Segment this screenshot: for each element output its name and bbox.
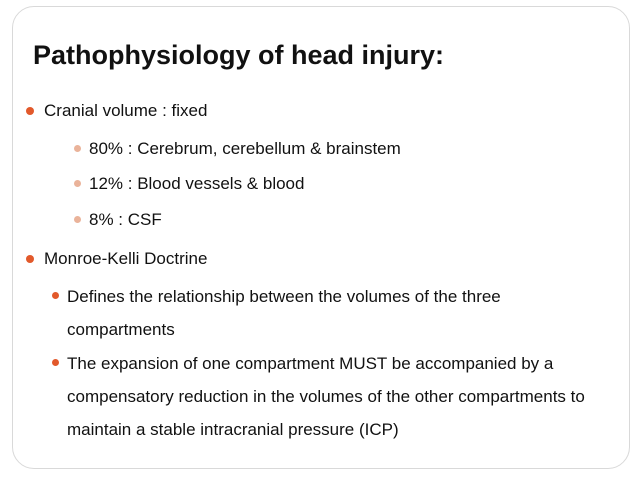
bullet-dot-icon xyxy=(26,107,34,115)
sub-bullet-relationship xyxy=(52,280,587,346)
bullet-dot-icon xyxy=(52,359,59,366)
sub-bullet-csf xyxy=(74,210,162,230)
bullet-dot-icon xyxy=(74,216,81,223)
bullet-text: Cranial volume : fixed xyxy=(44,101,208,120)
sub-bullet-cerebrum xyxy=(74,139,401,159)
bullet-cranial-volume xyxy=(26,101,207,121)
bullet-dot-icon xyxy=(52,292,59,299)
sub-bullet-text: Defines the relationship between the volumes of the three compartments xyxy=(67,287,501,339)
bullet-monroe-kelli xyxy=(26,249,207,269)
sub-bullet-text: The expansion of one compartment MUST be accompanied by a compensatory reduction in the volumes of the other compartments to maintain a stable intracranial pressure (ICP) xyxy=(67,354,585,439)
bullet-dot-icon xyxy=(26,255,34,263)
sub-bullet-text: 12% : Blood vessels & blood xyxy=(89,174,305,193)
sub-bullet-text: 80% : Cerebrum, cerebellum & brainstem xyxy=(89,139,401,158)
bullet-dot-icon xyxy=(74,180,81,187)
sub-bullet-blood xyxy=(74,174,304,194)
sub-bullet-expansion xyxy=(52,347,627,446)
bullet-text: Monroe-Kelli Doctrine xyxy=(44,249,208,268)
bullet-dot-icon xyxy=(74,145,81,152)
slide-title: Pathophysiology of head injury: xyxy=(33,40,445,70)
sub-bullet-text: 8% : CSF xyxy=(89,210,162,229)
